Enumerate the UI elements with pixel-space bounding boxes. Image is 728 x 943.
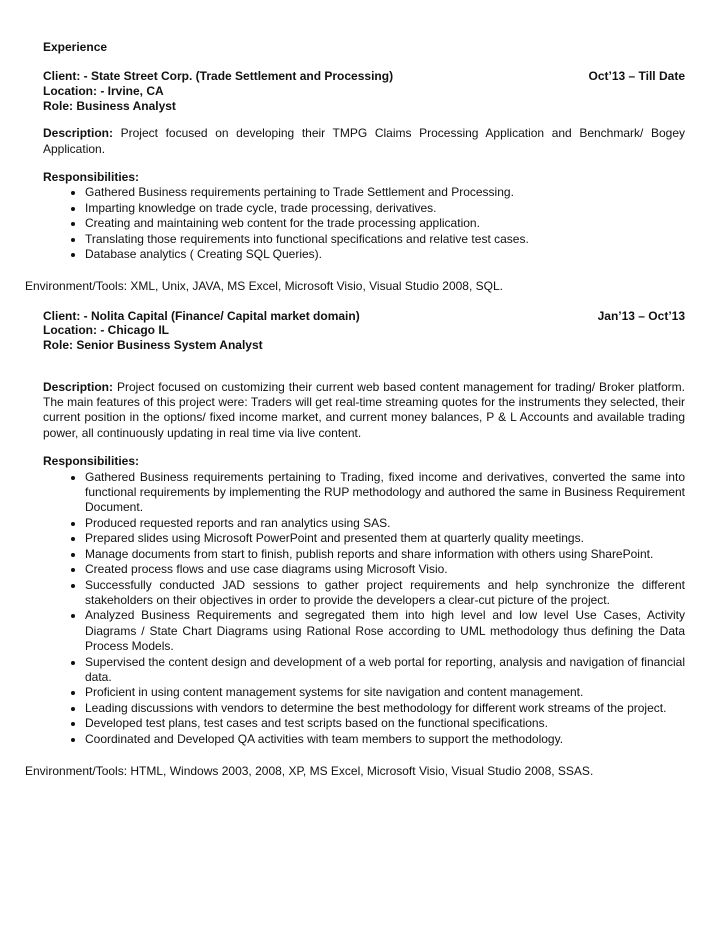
responsibilities-list	[43, 470, 685, 747]
environment-tools-line: Environment/Tools: HTML, Windows 2003, 2008, XP, MS Excel, Microsoft Visio, Visual Studio 2008, SSAS.	[25, 763, 594, 778]
description-text: Project focused on customizing their current web based content management for trading/ Broker platform. The main features of this project were: Traders will get real-time streaming quotes for the instruments they selected, their current position in the options/ fixed income market, and current money balances, P & L Accounts and available trading power, all continuously updating in real time via live content.	[43, 379, 685, 440]
job-entry-2	[25, 308, 685, 780]
client-location: Location: - Chicago IL	[43, 323, 169, 338]
client-location: Location: - Irvine, CA	[43, 84, 164, 98]
responsibility-item: • Database analytics ( Creating SQL Queries).	[85, 247, 685, 262]
description-paragraph	[43, 380, 685, 442]
responsibility-item: • Imparting knowledge on trade cycle, trade processing, derivatives.	[85, 201, 685, 216]
responsibility-item: • Manage documents from start to finish, publish reports and share information with others using SharePoint.	[85, 547, 685, 562]
client-name: Client: - Nolita Capital (Finance/ Capital market domain)	[43, 308, 360, 323]
responsibility-item: • Gathered Business requirements pertaining to Trade Settlement and Processing.	[85, 185, 685, 200]
client-role: Role: Senior Business System Analyst	[43, 338, 263, 353]
responsibility-item: • Prepared slides using Microsoft PowerPoint and presented them at quarterly quality meetings.	[85, 531, 685, 546]
date-range: Oct’13 – Till Date	[588, 69, 685, 84]
client-line	[43, 309, 685, 324]
responsibility-item: • Supervised the content design and development of a web portal for reporting, analysis and navigation of financial data.	[85, 655, 685, 686]
responsibilities-label: Responsibilities:	[43, 170, 140, 184]
responsibilities-label: Responsibilities:	[43, 454, 140, 469]
description-text: Project focused on developing their TMPG Claims Processing Application and Benchmark/ Bogey Application.	[43, 126, 685, 156]
client-line	[43, 69, 685, 84]
responsibility-item: • Proficient in using content management systems for site navigation and content management.	[85, 685, 685, 700]
client-role: Role: Business Analyst	[43, 98, 176, 113]
responsibility-item: • Gathered Business requirements pertaining to Trading, fixed income and derivatives, converted the same into functional requirements by implementing the RUP methodology and authored the same in Business Requirement Document.	[85, 470, 685, 516]
date-range: Jan’13 – Oct’13	[597, 308, 685, 323]
description-label: Description:	[43, 379, 114, 394]
responsibility-item: • Analyzed Business Requirements and segregated them into high level and low level Use Cases, Activity Diagrams / State Chart Diagrams using Rational Rose according to UML methodology thus defining the Data Process Models.	[85, 608, 685, 654]
responsibility-item: • Leading discussions with vendors to determine the best methodology for different work streams of the project.	[85, 701, 685, 716]
responsibility-item: • Produced requested reports and ran analytics using SAS.	[85, 516, 685, 531]
section-title-experience: Experience	[43, 40, 108, 54]
job-entry-1	[25, 69, 685, 294]
responsibility-item: • Creating and maintaining web content for the trade processing application.	[85, 216, 685, 231]
responsibility-item: • Created process flows and use case diagrams using Microsoft Visio.	[85, 562, 685, 577]
responsibility-item: • Coordinated and Developed QA activities with team members to support the methodology.	[85, 732, 685, 747]
responsibility-item: • Developed test plans, test cases and test scripts based on the functional specifications.	[85, 716, 685, 731]
client-name: Client: - State Street Corp. (Trade Settlement and Processing)	[43, 69, 394, 84]
environment-tools-line: Environment/Tools: XML, Unix, JAVA, MS Excel, Microsoft Visio, Visual Studio 2008, SQL.	[25, 279, 503, 294]
description-paragraph	[43, 126, 685, 157]
responsibilities-list	[43, 185, 685, 262]
description-label: Description:	[43, 126, 114, 141]
responsibility-item: • Successfully conducted JAD sessions to gather project requirements and help synchronize the different stakeholders on their objectives in order to provide the developers a clear-cut picture of the project.	[85, 578, 685, 609]
responsibility-item: • Translating those requirements into functional specifications and relative test cases.	[85, 232, 685, 247]
